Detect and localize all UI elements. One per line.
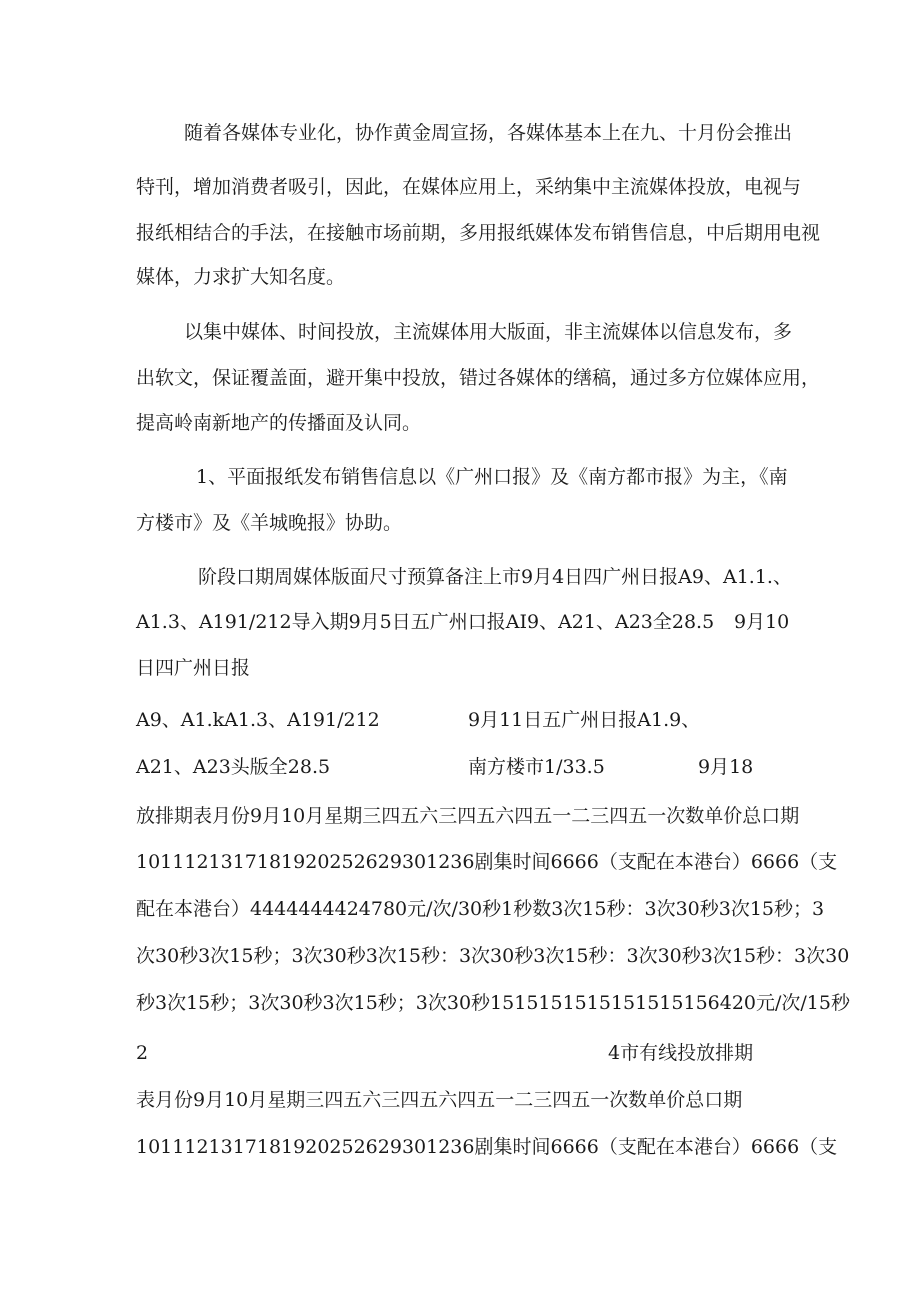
p1-line-3: 报纸相结合的手法，在接触市场前期，多用报纸媒体发布销售信息，中后期用电视	[136, 222, 821, 244]
p1-line-1: 随着各媒体专业化，协作黄金周宣扬，各媒体基本上在九、十月份会推出	[184, 122, 793, 144]
p2-line-1: 以集中媒体、时间投放，主流媒体用大版面，非主流媒体以信息发布，多	[184, 321, 793, 343]
schedule-line-3: 配在本港台）4444444424780元/次/30秒1秒数3次15秒：3次30秒3次15秒；3	[136, 898, 825, 920]
tail-line-2: 1011121317181920252629301236剧集时间6666（支配在本港台）6666（支	[136, 1136, 838, 1158]
schedule-line-1: 放排期表月份9月10月星期三四五六三四五六四五一二三四五一次数单价总口期	[136, 805, 800, 827]
table-row-3-left: A9、A1.kA1.3、A191/212	[136, 709, 380, 731]
p4-line-1: 阶段口期周媒体版面尺寸预算备注上市9月4日四广州日报A9、A1.1.、	[198, 566, 792, 588]
table-row-3-right: 9月11日五广州日报A1.9、	[468, 709, 701, 731]
table-row-4-left: A21、A23头版全28.5	[136, 756, 331, 778]
p2-line-2: 出软文，保证覆盖面，避开集中投放，错过各媒体的缮稿，通过多方位媒体应用，	[136, 367, 821, 389]
table-row-4-mid: 南方楼市1/33.5	[468, 756, 605, 778]
page-break-right: 4市有线投放排期	[608, 1042, 754, 1064]
table-row-1-right: 9月10	[734, 611, 790, 633]
tail-line-1: 表月份9月10月星期三四五六三四五六四五一二三四五一次数单价总口期	[136, 1089, 743, 1111]
p3-line-2: 方楼市》及《羊城晚报》协助。	[136, 512, 403, 534]
p1-line-4: 媒体，力求扩大知名度。	[136, 266, 346, 288]
page-break-left: 2	[136, 1042, 149, 1064]
schedule-line-2: 1011121317181920252629301236剧集时间6666（支配在本港台）6666（支	[136, 851, 838, 873]
p1-line-2: 特刊，增加消费者吸引，因此，在媒体应用上，采纳集中主流媒体投放，电视与	[136, 176, 802, 198]
p2-line-3: 提高岭南新地产的传播面及认同。	[136, 412, 422, 434]
table-row-4-right: 9月18	[698, 756, 754, 778]
schedule-line-5: 秒3次15秒；3次30秒3次15秒；3次30秒1515151515151515156420元/次/15秒	[136, 992, 850, 1014]
p3-line-1: 1、平面报纸发布销售信息以《广州口报》及《南方都市报》为主，《南	[196, 466, 788, 488]
table-row-1-left: A1.3、A191/212导入期9月5日五广州口报AI9、A21、A23全28.5	[136, 611, 715, 633]
schedule-line-4: 次30秒3次15秒；3次30秒3次15秒：3次30秒3次15秒：3次30秒3次15秒：3次30	[136, 945, 850, 967]
table-row-2: 日四广州日报	[136, 657, 251, 679]
